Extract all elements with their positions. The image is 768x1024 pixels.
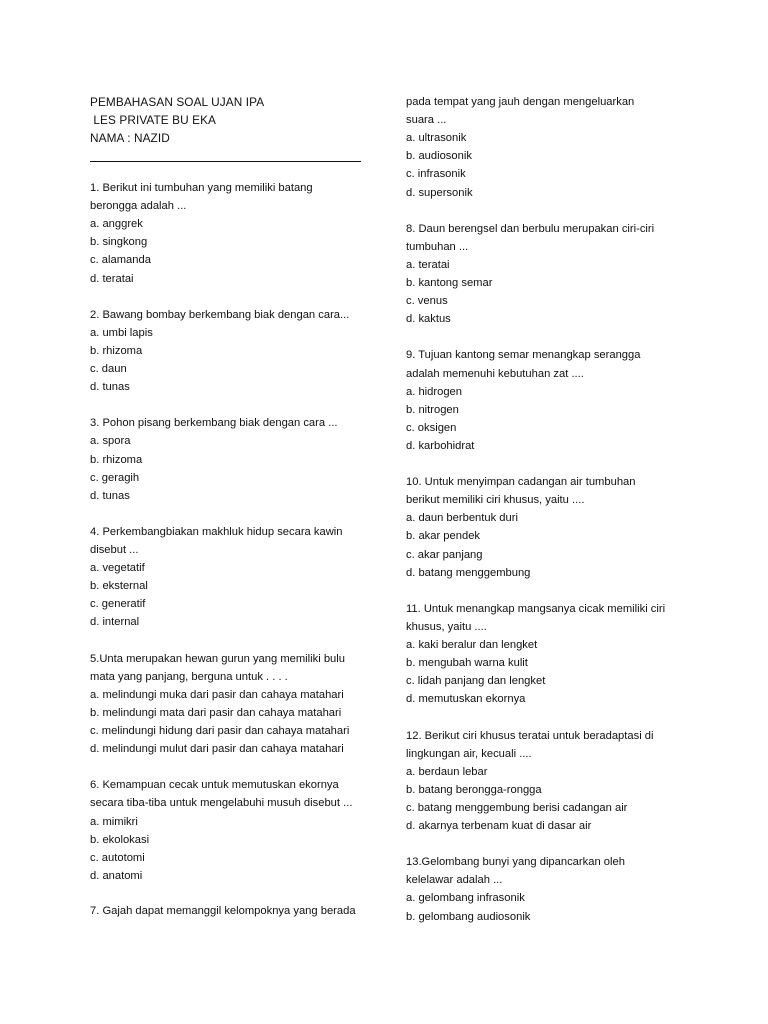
question-7-option-b: b. audiosonik — [406, 150, 472, 163]
question-12-text: lingkungan air, kecuali .... — [406, 747, 532, 760]
question-1-option-a: a. anggrek — [90, 218, 143, 231]
question-4-text: 4. Perkembangbiakan makhluk hidup secara kawin — [90, 525, 343, 538]
question-2-option-c: c. daun — [90, 363, 127, 375]
question-5-text: mata yang panjang, berguna untuk . . . . — [90, 670, 288, 683]
question-9-option-c: c. oksigen — [406, 421, 457, 434]
question-5-text: 5.Unta merupakan hewan gurun yang memiliki bulu — [90, 652, 345, 665]
question-4-text: disebut ... — [90, 544, 139, 556]
question-3-option-a: a. spora — [90, 435, 131, 448]
question-8-option-a: a. teratai — [406, 258, 450, 271]
question-7-option-d: d. supersonik — [406, 186, 473, 199]
question-10-option-b: b. akar pendek — [406, 530, 481, 543]
header-divider — [90, 161, 361, 162]
question-12-option-d: d. akarnya terbenam kuat di dasar air — [406, 820, 592, 832]
question-9-text: adalah memenuhi kebutuhan zat .... — [406, 367, 584, 380]
question-13-option-a: a. gelombang infrasonik — [406, 892, 525, 905]
question-3-option-d: d. tunas — [90, 489, 130, 502]
question-8-text: 8. Daun berengsel dan berbulu merupakan ciri-ciri — [406, 222, 655, 235]
question-10-option-a: a. daun berbentuk duri — [406, 512, 518, 525]
question-13-option-b: b. gelombang audiosonik — [406, 910, 531, 923]
question-4-option-a: a. vegetatif — [90, 562, 145, 575]
question-3-text: 3. Pohon pisang berkembang biak dengan cara ... — [90, 417, 338, 430]
question-11-text: 11. Untuk menangkap mangsanya cicak memiliki ciri — [406, 602, 666, 615]
question-8-option-b: b. kantong semar — [406, 277, 493, 289]
question-13-text: 13.Gelombang bunyi yang dipancarkan oleh — [406, 856, 625, 869]
question-1-option-b: b. singkong — [90, 236, 148, 249]
question-11-option-b: b. mengubah warna kulit — [406, 657, 528, 670]
question-2-option-d: d. tunas — [90, 381, 130, 394]
question-11-option-c: c. lidah panjang dan lengket — [406, 675, 546, 688]
question-1-option-d: d. teratai — [90, 272, 134, 285]
question-6-option-b: b. ekolokasi — [90, 833, 150, 846]
student-name: NAMA : NAZID — [90, 131, 170, 145]
question-8-text: tumbuhan ... — [406, 240, 469, 253]
question-9-option-b: b. nitrogen — [406, 403, 459, 416]
document-subtitle: LES PRIVATE BU EKA — [90, 113, 217, 127]
question-12-option-c: c. batang menggembung berisi cadangan air — [406, 801, 628, 814]
question-8-option-c: c. venus — [406, 295, 448, 308]
question-7-option-a: a. ultrasonik — [406, 132, 467, 145]
question-5-option-c: c. melindungi hidung dari pasir dan cahaya matahari — [90, 725, 350, 737]
question-4-option-d: d. internal — [90, 616, 140, 629]
question-11-option-d: d. memutuskan ekornya — [406, 693, 526, 706]
question-1-option-c: c. alamanda — [90, 254, 151, 267]
question-3-option-c: c. geragih — [90, 471, 140, 484]
question-8-option-d: d. kaktus — [406, 313, 451, 326]
question-7-text: suara ... — [406, 114, 447, 127]
question-6-option-a: a. mimikri — [90, 815, 138, 828]
document-title: PEMBAHASAN SOAL UJAN IPA — [90, 95, 265, 109]
question-11-text: khusus, yaitu .... — [406, 620, 487, 633]
question-12-text: 12. Berikut ciri khusus teratai untuk beradaptasi di — [406, 729, 654, 742]
question-6-text: secara tiba-tiba untuk mengelabuhi musuh disebut ... — [90, 797, 353, 810]
question-10-option-c: c. akar panjang — [406, 548, 483, 561]
question-2-option-a: a. umbi lapis — [90, 326, 153, 339]
question-7-text: 7. Gajah dapat memanggil kelompoknya yang berada — [90, 905, 356, 917]
question-11-option-a: a. kaki beralur dan lengket — [406, 639, 538, 651]
question-7-option-c: c. infrasonik — [406, 168, 466, 181]
question-2-option-b: b. rhizoma — [90, 344, 143, 357]
question-4-option-c: c. generatif — [90, 598, 146, 611]
question-2-text: 2. Bawang bombay berkembang biak dengan cara... — [90, 308, 350, 321]
question-9-text: 9. Tujuan kantong semar menangkap serangga — [406, 349, 641, 362]
question-12-option-b: b. batang berongga-rongga — [406, 783, 542, 796]
question-3-option-b: b. rhizoma — [90, 453, 143, 466]
question-5-option-a: a. melindungi muka dari pasir dan cahaya matahari — [90, 688, 344, 701]
question-9-option-d: d. karbohidrat — [406, 439, 475, 452]
question-1-text: 1. Berikut ini tumbuhan yang memiliki batang — [90, 182, 313, 194]
question-6-option-d: d. anatomi — [90, 869, 143, 882]
question-6-option-c: c. autotomi — [90, 851, 145, 864]
question-10-text: berikut memiliki ciri khusus, yaitu .... — [406, 494, 585, 507]
question-5-option-d: d. melindungi mulut dari pasir dan cahaya matahari — [90, 743, 344, 756]
question-6-text: 6. Kemampuan cecak untuk memutuskan ekornya — [90, 779, 339, 792]
question-9-option-a: a. hidrogen — [406, 385, 462, 398]
question-13-text: kelelawar adalah ... — [406, 874, 503, 887]
question-12-option-a: a. berdaun lebar — [406, 765, 488, 778]
question-10-text: 10. Untuk menyimpan cadangan air tumbuhan — [406, 476, 636, 489]
question-7-text: pada tempat yang jauh dengan mengeluarkan — [406, 96, 635, 108]
question-1-text: berongga adalah ... — [90, 200, 187, 213]
question-10-option-d: d. batang menggembung — [406, 566, 531, 579]
question-5-option-b: b. melindungi mata dari pasir dan cahaya matahari — [90, 706, 342, 719]
question-4-option-b: b. eksternal — [90, 580, 148, 593]
